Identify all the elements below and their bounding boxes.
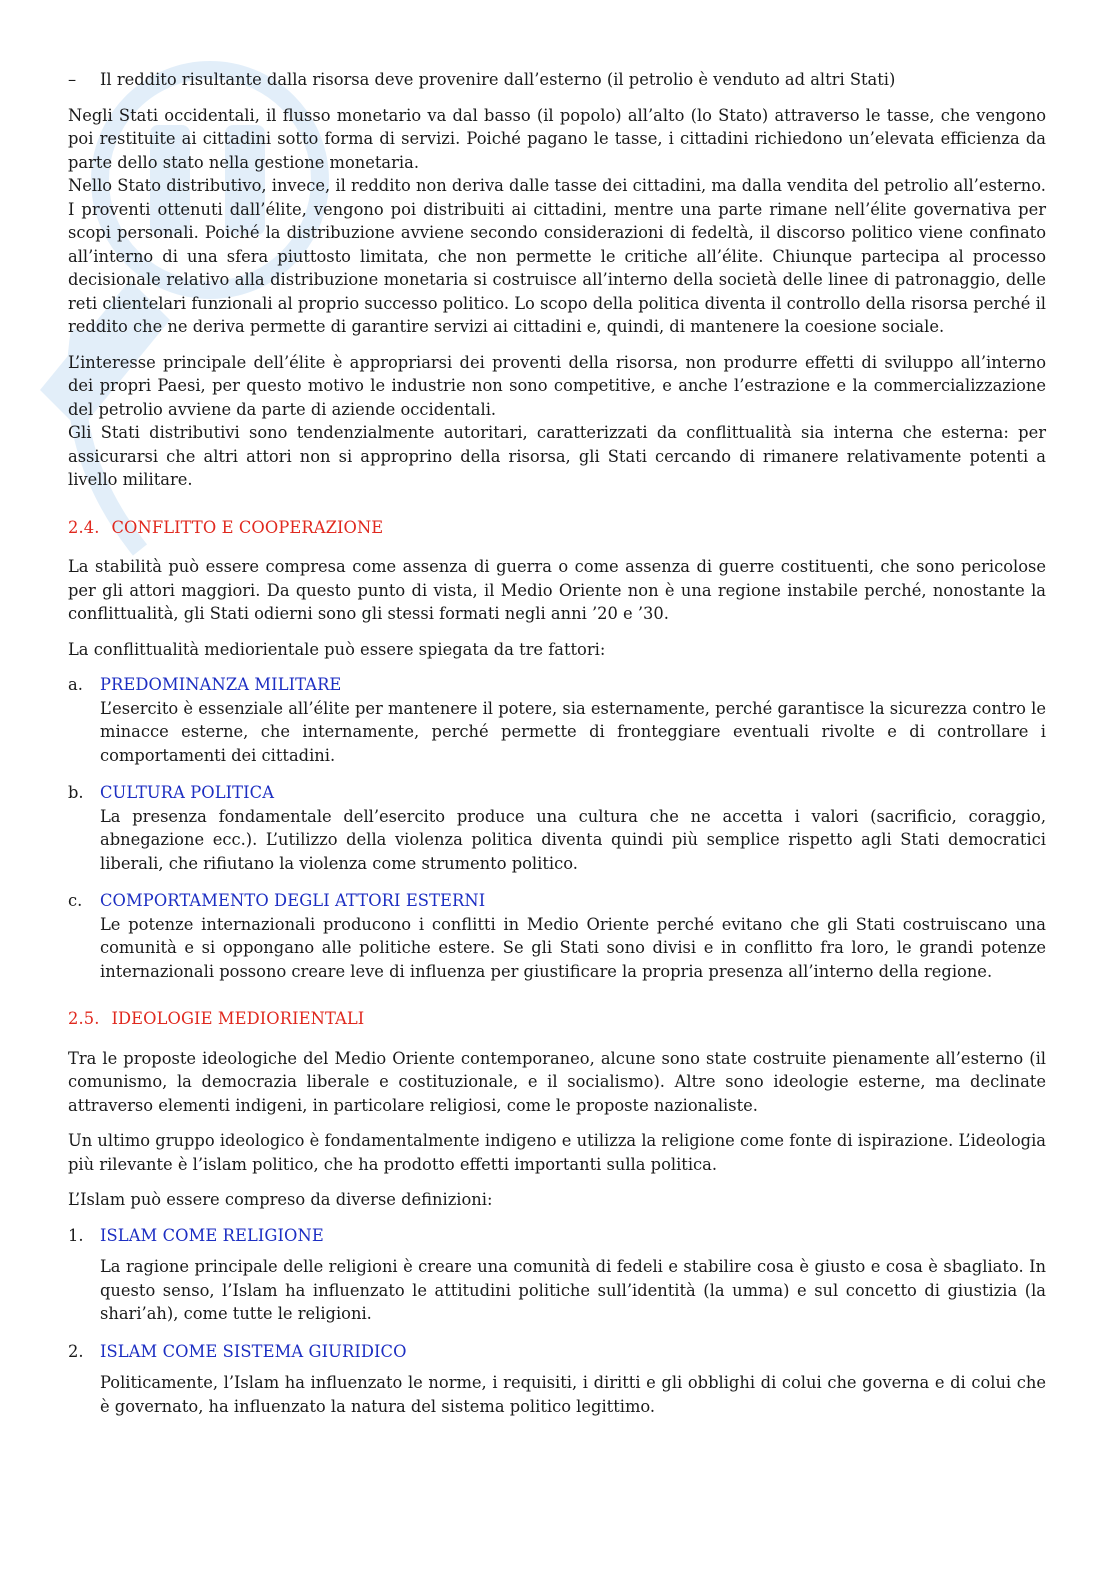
list-item-heading: ISLAM COME SISTEMA GIURIDICO xyxy=(100,1341,407,1361)
list-item-heading: PREDOMINANZA MILITARE xyxy=(100,675,342,694)
paragraph-elite-interest: L’interesse principale dell’élite è appropriarsi dei proventi della risorsa, non produrre effetti di sviluppo all’interno dei propri Paesi, per questo motivo le industrie non sono competitive, e anche l’estrazione e la commercializzazione del petrolio avviene da parte di aziende occidentali. xyxy=(68,352,1046,419)
list-item-text: Politicamente, l’Islam ha influenzato le norme, i requisiti, i diritti e gli obblighi di colui che governa e di colui che è governato, ha influenzato la natura del sistema politico legittimo. xyxy=(100,1373,1046,1416)
document-page xyxy=(68,68,1046,1432)
list-item-text: La ragione principale delle religioni è creare una comunità di fedeli e stabilire cosa è giusto e cosa è sbagliato. In questo senso, l’Islam ha influenzato le attitudini politiche sull’identità (la umma) e sul concetto di giustizia (la shari’ah), come tutte le religioni. xyxy=(100,1257,1046,1323)
list-item-text: Le potenze internazionali producono i conflitti in Medio Oriente perché evitano che gli Stati costruiscano una comunità e si oppongano alle politiche estere. Se gli Stati sono divisi e in conflitto fra loro, le grandi potenze internazionali possono creare leve di influenza per giustificare la propria presenza all’interno della regione. xyxy=(100,914,1046,981)
paragraph-islam-definitions: L’Islam può essere compreso da diverse definizioni: xyxy=(68,1190,493,1209)
list-item xyxy=(68,1340,1046,1419)
list-marker: a. xyxy=(68,675,83,694)
list-item xyxy=(68,673,1046,767)
paragraph-authoritarian: Gli Stati distributivi sono tendenzialmente autoritari, caratterizzati da conflittualità sia interna che esterna: per assicurarsi che altri attori non si approprino della risorsa, gli Stati cercando di rimanere relativamente potenti a livello militare. xyxy=(68,423,1046,489)
section-heading-2-5 xyxy=(68,1007,1046,1031)
paragraph-western-states: Negli Stati occidentali, il flusso monetario va dal basso (il popolo) all’alto (lo Stato) attraverso le tasse, che vengono poi restituite ai cittadini sotto forma di servizi. Poiché pagano le tasse, i cittadini richiedono un’elevata efficienza da parte dello stato nella gestione monetaria. xyxy=(68,105,1046,172)
list-item xyxy=(68,781,1046,875)
list-item xyxy=(68,1224,1046,1326)
paragraph-distributive-state: Nello Stato distributivo, invece, il reddito non deriva dalle tasse dei cittadini, ma dalla vendita del petrolio all’esterno. I proventi ottenuti dall’élite, vengono poi distribuiti ai cittadini, mentre una parte rimane nell’élite governativa per scopi personali. Poiché la distribuzione avviene secondo considerazioni di fedeltà, il discorso politico viene confinato all’interno di una sfera piuttosto limitata, che non permette le critiche all’élite. Chiunque partecipa al processo decisionale relativo alla distribuzione monetaria si costruisce all’interno della società delle linee di patronaggio, delle reti clientelari funzionali al proprio successo politico. Lo scopo della politica diventa il controllo della risorsa perché il reddito che ne deriva permette di garantire servizi ai cittadini e, quindi, di mantenere la coesione sociale. xyxy=(68,176,1046,336)
list-marker: 1. xyxy=(68,1225,84,1245)
section-title: IDEOLOGIE MEDIORIENTALI xyxy=(111,1009,365,1028)
bullet-text: Il reddito risultante dalla risorsa deve provenire dall’esterno (il petrolio è venduto ad altri Stati) xyxy=(100,70,896,89)
paragraph-three-factors: La conflittualità mediorientale può essere spiegata da tre fattori: xyxy=(68,639,606,659)
list-item-heading: COMPORTAMENTO DEGLI ATTORI ESTERNI xyxy=(100,891,486,910)
paragraph-indigenous-group: Un ultimo gruppo ideologico è fondamentalmente indigeno e utilizza la religione come fonte di ispirazione. L’ideologia più rilevante è l’islam politico, che ha prodotto effetti importanti sulla politica. xyxy=(68,1131,1046,1174)
list-item-text: L’esercito è essenziale all’élite per mantenere il potere, sia esternamente, perché garantisce la sicurezza contro le minacce esterne, che internamente, perché permette di fronteggiare eventuali rivolte e di controllare i comportamenti dei cittadini. xyxy=(100,698,1046,765)
paragraph-ideological-proposals: Tra le proposte ideologiche del Medio Oriente contemporaneo, alcune sono state costruite pienamente all’esterno (il comunismo, la democrazia liberale e costituzionale, e il socialismo). Altre sono ideologie esterne, ma declinate attraverso elementi indigeni, in particolare religiosi, come le proposte nazionaliste. xyxy=(68,1048,1046,1115)
list-item-heading: ISLAM COME RELIGIONE xyxy=(100,1225,324,1245)
list-marker: b. xyxy=(68,783,84,802)
section-number: 2.5. xyxy=(68,1009,100,1028)
section-heading-2-4 xyxy=(68,516,1046,540)
list-item xyxy=(68,889,1046,983)
section-number: 2.4. xyxy=(68,517,100,537)
list-item-text: La presenza fondamentale dell’esercito produce una cultura che ne accetta i valori (sacrificio, coraggio, abnegazione ecc.). L’utilizzo della violenza politica diventa quindi più semplice rispetto agli Stati democratici liberali, che rifiutano la violenza come strumento politico. xyxy=(100,806,1046,873)
list-marker: c. xyxy=(68,891,83,910)
intro-bullet xyxy=(68,68,1046,92)
dash-bullet-icon: – xyxy=(68,70,77,89)
section-title: CONFLITTO E COOPERAZIONE xyxy=(111,517,384,537)
list-marker: 2. xyxy=(68,1341,84,1361)
list-item-heading: CULTURA POLITICA xyxy=(100,783,275,802)
paragraph-stability: La stabilità può essere compresa come assenza di guerra o come assenza di guerre costituenti, che sono pericolose per gli attori maggiori. Da questo punto di vista, il Medio Oriente non è una regione instabile perché, nonostante la conflittualità, gli Stati odierni sono gli stessi formati negli anni ’20 e ’30. xyxy=(68,557,1046,623)
